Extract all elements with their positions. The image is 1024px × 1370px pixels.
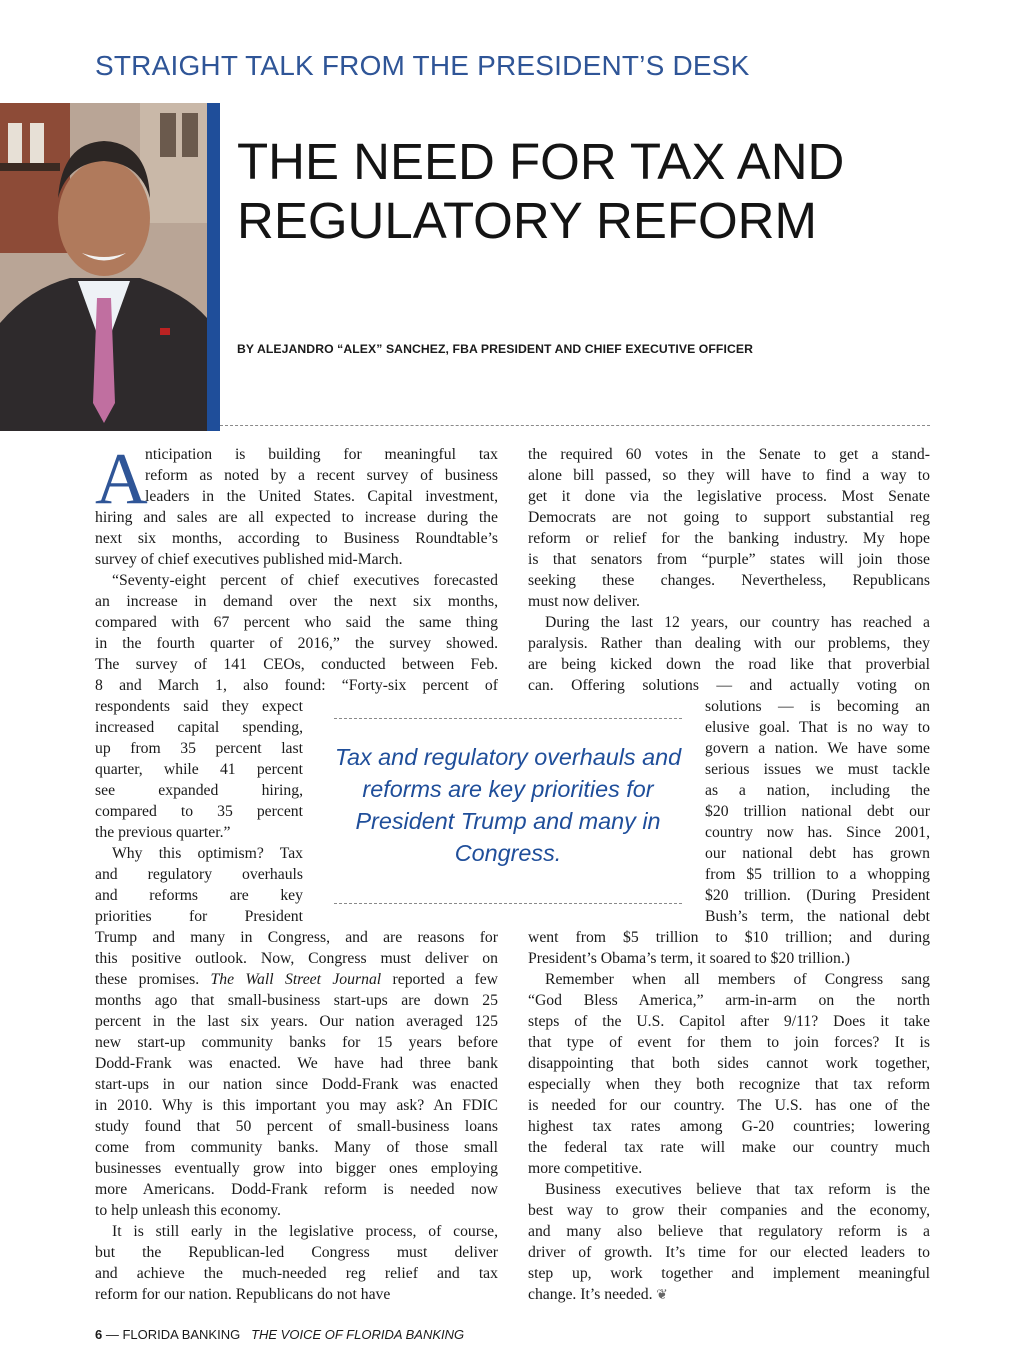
left-col-line [95,486,498,507]
right-column [528,444,930,1305]
left-col-line [95,1221,498,1242]
right-col-line [528,927,930,948]
left-col-line [95,717,303,738]
right-col-text: the federal tax rate will make our country much [528,1139,930,1156]
left-col-text: It is still early in the legislative process, of course, [112,1223,498,1240]
left-col-text: Dodd-Frank was enacted. We have had three bank [95,1055,498,1072]
left-col-text: and reforms are key [95,887,303,904]
left-col-text: start-ups in our nation since Dodd-Frank was enacted [95,1076,498,1093]
right-col-line [528,675,930,696]
left-col-line [95,759,303,780]
right-col-line [528,465,930,486]
right-col-text: change. It’s needed. ❦ [528,1286,668,1303]
left-col-line [95,507,498,528]
right-col-text: Bush’s term, the national debt [705,908,930,925]
left-col-text: 8 and March 1, also found: “Forty-six percent of [95,677,498,694]
publication-citation: The Wall Street Journal [210,971,382,988]
left-col-text: increased capital spending, [95,719,303,736]
left-col-line [95,822,303,843]
left-col-text: in the fourth quarter of 2016,” the survey showed. [95,635,498,652]
right-col-line [528,612,930,633]
right-col-line [528,528,930,549]
left-col-text: survey of chief executives published mid-March. [95,551,403,568]
left-col-text: reform as noted by a recent survey of business [145,467,498,484]
left-col-text: study found that 50 percent of small-business loans [95,1118,498,1135]
section-kicker: STRAIGHT TALK FROM THE PRESIDENT’S DESK [95,50,750,81]
left-col-line [95,864,303,885]
header-divider [220,425,930,426]
right-col-line [528,1116,930,1137]
right-col-text: seeking these changes. Nevertheless, Republicans [528,572,930,589]
left-col-line [95,738,303,759]
right-col-text: paralysis. Rather than dealing with our problems, they [528,635,930,652]
page-footer [95,1327,464,1342]
right-col-line [528,654,930,675]
left-col-line [95,927,498,948]
right-col-text: Business executives believe that tax reform is the [545,1181,930,1198]
author-photo [0,103,207,431]
right-col-text: went from $5 trillion to $10 trillion; and during [528,929,930,946]
right-col-text: Remember when all members of Congress sang [545,971,930,988]
pullquote-bottom-rule [334,903,682,904]
right-col-line [528,1158,930,1179]
left-col-text: respondents said they expect [95,698,303,715]
right-col-line [528,633,930,654]
right-col-text: Democrats are not going to support substantial reg [528,509,930,526]
right-col-line [528,717,930,738]
footer-dash: — [102,1327,123,1342]
right-col-text: can. Offering solutions — and actually voting on [528,677,930,694]
left-col-line [95,444,498,465]
left-col-text: compared with 67 percent who said the same thing [95,614,498,631]
left-column [95,438,498,1305]
right-col-text: serious issues we must tackle [705,761,930,778]
right-col-text: our national debt has grown [705,845,930,862]
right-col-text: solutions — is becoming an [705,698,930,715]
right-col-line [528,696,930,717]
left-col-text: months ago that small-business start-ups are down 25 [95,992,498,1009]
left-col-line [95,633,498,654]
left-col-line [95,675,498,696]
left-col-line [95,549,498,570]
right-col-line [528,948,930,969]
left-col-text: Trump and many in Congress, and are reasons for [95,929,498,946]
right-col-text: President’s Obama’s term, it soared to $20 trillion.) [528,950,850,967]
left-col-line [95,1095,498,1116]
left-col-line [95,1263,498,1284]
left-col-text: businesses eventually grow into bigger ones employing [95,1160,498,1177]
left-col-line [95,990,498,1011]
left-col-text: compared to 35 percent [95,803,303,820]
left-col-line [95,801,303,822]
pullquote-top-rule [334,718,682,719]
right-col-text: steps of the U.S. Capitol after 9/11? Does it take [528,1013,930,1030]
left-col-text: the previous quarter.” [95,824,231,841]
right-col-text: highest tax rates among G-20 countries; lowering [528,1118,930,1135]
right-col-text: “God Bless America,” arm-in-arm on the north [528,992,930,1009]
left-col-line [95,1158,498,1179]
left-col-line [95,1137,498,1158]
left-col-text: up from 35 percent last [95,740,303,757]
left-col-text: but the Republican-led Congress must deliver [95,1244,498,1261]
right-col-line [528,1011,930,1032]
left-col-text: The survey of 141 CEOs, conducted between Feb. [95,656,498,673]
right-col-text: reform or relief for the banking industry. My hope [528,530,930,547]
drop-cap: A [95,438,148,519]
right-col-text: govern a nation. We have some [705,740,930,757]
right-col-line [528,1137,930,1158]
right-col-line [528,1200,930,1221]
right-col-line [528,1263,930,1284]
left-col-line [95,885,303,906]
right-col-line [528,1179,930,1200]
right-col-line [528,1242,930,1263]
pull-quote: Tax and regulatory overhauls and reforms are key priorities for President Trump and many in Congress. [334,744,682,866]
right-col-text: and many also believe that regulatory reform is a [528,1223,930,1240]
right-col-line [528,591,930,612]
left-col-text: “Seventy-eight percent of chief executives forecasted [112,572,498,589]
left-col-line [95,654,498,675]
left-col-text: reform for our nation. Republicans do not have [95,1286,391,1303]
right-col-text: alone bill passed, so they will have to find a way to [528,467,930,484]
left-col-line [95,843,303,864]
byline: BY ALEJANDRO “ALEX” SANCHEZ, FBA PRESIDENT AND CHIEF EXECUTIVE OFFICER [237,342,753,356]
end-of-article-icon: ❦ [652,1288,668,1303]
left-col-line [95,528,498,549]
publication-tagline: THE VOICE OF FLORIDA BANKING [251,1327,465,1342]
right-col-text: get it done via the legislative process. Most Senate [528,488,930,505]
left-col-text: quarter, while 41 percent [95,761,303,778]
left-col-text: nticipation is building for meaningful tax [145,446,498,463]
left-col-line [95,591,498,612]
left-col-line [95,1074,498,1095]
left-col-line [95,969,498,990]
left-col-text: more Americans. Dodd-Frank reform is needed now [95,1181,498,1198]
right-col-line [528,1053,930,1074]
right-col-text: step up, work together and implement meaningful [528,1265,930,1282]
right-col-text: as a nation, including the [705,782,930,799]
headline-line-2: REGULATORY REFORM [237,192,818,249]
right-col-line [528,570,930,591]
left-col-text: next six months, according to Business Roundtable’s [95,530,498,547]
left-col-line [95,1200,498,1221]
right-col-text: disappointing that both sides cannot work together, [528,1055,930,1072]
left-col-line [95,1011,498,1032]
left-col-line [95,906,303,927]
right-col-text: that type of event for them to join forces? It is [528,1034,930,1051]
left-col-text: Why this optimism? Tax [112,845,303,862]
left-col-line [95,1116,498,1137]
right-col-line [528,486,930,507]
right-col-line [528,1221,930,1242]
right-col-line [528,1074,930,1095]
left-col-line [95,570,498,591]
left-col-line [95,780,303,801]
right-col-text: more competitive. [528,1160,643,1177]
right-col-text: driver of growth. It’s time for our elected leaders to [528,1244,930,1261]
left-col-text: to help unleash this economy. [95,1202,281,1219]
right-col-text: from $5 trillion to a whopping [705,866,930,883]
left-col-line [95,612,498,633]
right-col-text: During the last 12 years, our country has reached a [545,614,930,631]
right-col-line [528,1095,930,1116]
right-col-text: country now has. Since 2001, [705,824,930,841]
left-col-text: and regulatory overhauls [95,866,303,883]
right-col-line [528,444,930,465]
left-col-line [95,1032,498,1053]
right-col-text: are being kicked down the road like that proverbial [528,656,930,673]
right-col-text: $20 trillion national debt our [705,803,930,820]
right-col-text: elusive goal. That is no way to [705,719,930,736]
page-number: 6 [95,1327,103,1342]
left-col-text: these promises. The Wall Street Journal reported a few [95,971,498,988]
left-col-line [95,465,498,486]
accent-bar [207,103,220,431]
left-col-line [95,1053,498,1074]
article-headline [237,132,977,250]
left-col-text: in 2010. Why is this important you may ask? An FDIC [95,1097,498,1114]
right-col-line [528,1032,930,1053]
right-col-line [528,507,930,528]
right-col-line [528,969,930,990]
right-col-line [528,549,930,570]
left-col-text: come from community banks. Many of those small [95,1139,498,1156]
right-col-line [528,1284,930,1305]
left-col-text: leaders in the United States. Capital investment, [145,488,498,505]
left-col-text: see expanded hiring, [95,782,303,799]
right-col-text: is needed for our country. The U.S. has one of the [528,1097,930,1114]
left-col-text: hiring and sales are all expected to increase during the [95,509,498,526]
left-col-text: and achieve the much-needed reg relief and tax [95,1265,498,1282]
headline-line-1: THE NEED FOR TAX AND [237,133,845,190]
left-col-text: priorities for President [95,908,303,925]
left-col-line [95,696,303,717]
left-col-line [95,1284,498,1305]
right-col-text: especially when they both recognize that tax reform [528,1076,930,1093]
right-col-text: the required 60 votes in the Senate to get a stand- [528,446,930,463]
right-col-line [528,990,930,1011]
left-col-text: new start-up community banks for 15 years before [95,1034,498,1051]
right-col-text: $20 trillion. (During President [705,887,930,904]
right-col-text: is that senators from “purple” states will join those [528,551,930,568]
left-col-line [95,1242,498,1263]
right-col-line [528,906,930,927]
left-col-line [95,1179,498,1200]
left-col-text: this positive outlook. Now, Congress must deliver on [95,950,498,967]
right-col-text: must now deliver. [528,593,640,610]
left-col-line [95,948,498,969]
publication-name: FLORIDA BANKING [122,1327,241,1342]
left-col-text: percent in the last six years. Our nation averaged 125 [95,1013,498,1030]
right-col-text: best way to grow their companies and the economy, [528,1202,930,1219]
left-col-text: an increase in demand over the next six months, [95,593,498,610]
